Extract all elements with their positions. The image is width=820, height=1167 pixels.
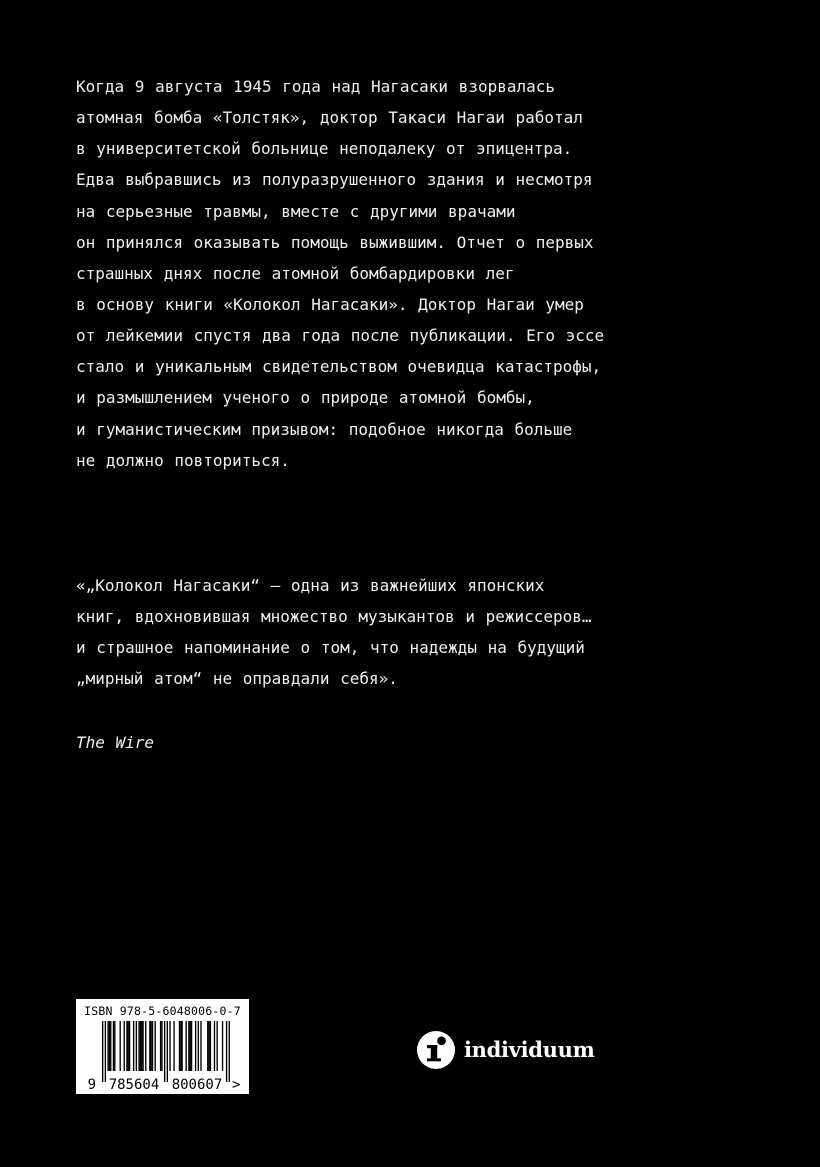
barcode-digit-group1: 785604	[108, 1077, 160, 1091]
isbn-barcode-block	[76, 999, 249, 1094]
text-line: в университетской больнице неподалеку от эпицентра.	[76, 139, 573, 159]
barcode-digit-lead: 9	[87, 1077, 96, 1091]
text-line: Когда 9 августа 1945 года над Нагасаки взорвалась	[76, 77, 556, 96]
text-line: и страшное напоминание о том, что надежды на будущий	[76, 638, 585, 658]
barcode-bars	[102, 1021, 230, 1082]
publisher-name: individuum	[464, 1037, 595, 1062]
barcode-digit-group2: 800607	[171, 1077, 223, 1091]
text-line: „мирный атом“ не оправдали себя».	[76, 669, 398, 689]
text-line: не должно повториться.	[76, 450, 290, 470]
publisher-logo	[417, 1031, 595, 1069]
isbn-label: ISBN 978-5-6048006-0-7	[84, 1004, 241, 1018]
ean13-barcode	[79, 1019, 246, 1091]
text-line: и размышлением ученого о природе атомной бомбы,	[76, 388, 535, 408]
individuum-circle-i-icon	[417, 1031, 455, 1069]
text-line: он принялся оказывать помощь выжившим. Отчет о первых	[76, 232, 594, 252]
text-line: атомная бомба «Толстяк», доктор Такаси Нагаи работал	[76, 108, 583, 128]
text-line: «„Колокол Нагасаки“ — одна из важнейших японских	[76, 576, 545, 595]
text-line: стало и уникальным свидетельством очевидца катастрофы,	[76, 357, 602, 377]
annotation-text	[76, 71, 780, 476]
text-line: страшных днях после атомной бомбардировки лег	[76, 263, 515, 283]
review-quote	[76, 570, 780, 695]
text-line: от лейкемии спустя два года после публикации. Его эссе	[76, 326, 605, 346]
text-line: в основу книги «Колокол Нагасаки». Доктор Нагаи умер	[76, 294, 584, 314]
text-line: и гуманистическим призывом: подобное никогда больше	[76, 419, 573, 439]
barcode-quiet-zone-mark: >	[232, 1077, 241, 1091]
text-line: книг, вдохновившая множество музыкантов и режиссеров…	[76, 607, 592, 627]
text-line: Едва выбравшись из полуразрушенного здания и несмотря	[76, 170, 593, 190]
text-line: на серьезные травмы, вместе с другими врачами	[76, 201, 516, 221]
review-attribution: The Wire	[76, 733, 155, 752]
